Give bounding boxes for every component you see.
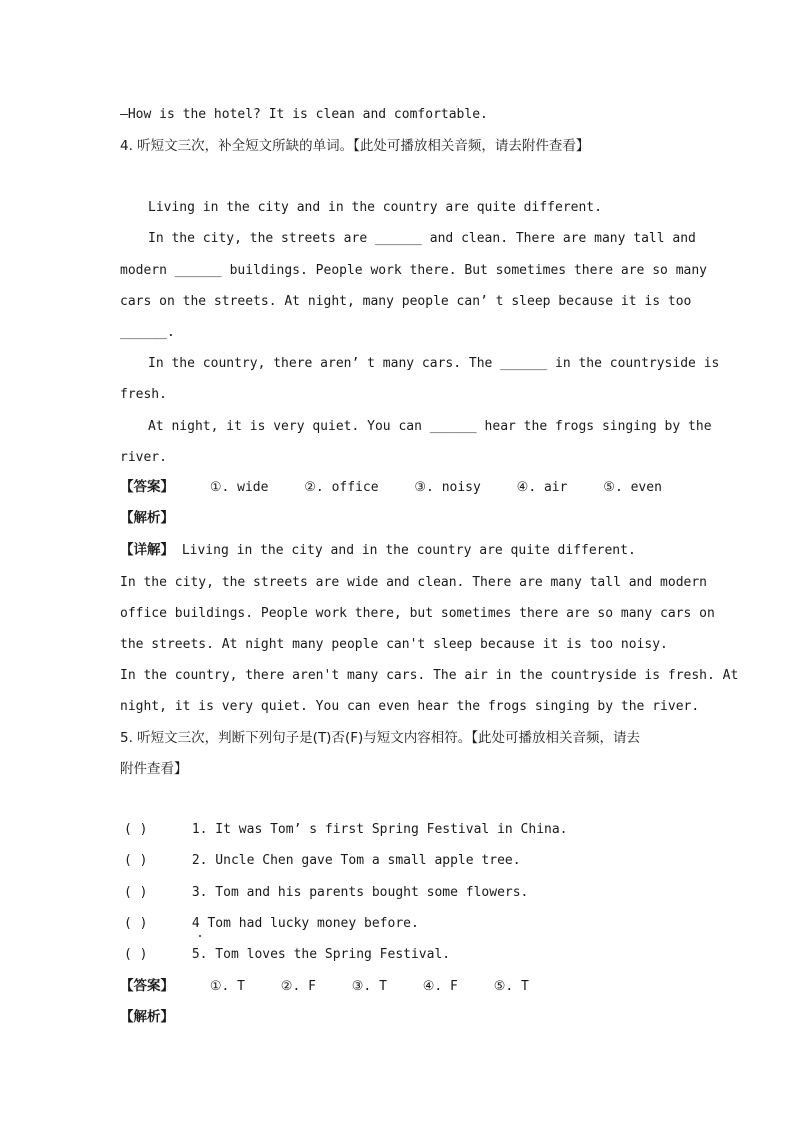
- q4-passage-line-1: Living in the city and in the country are quite different.: [148, 200, 602, 215]
- q5-answer-row: [120, 977, 675, 996]
- q4-passage-line-2: In the city, the streets are ______ and clean. There are many tall and: [148, 231, 696, 246]
- q5-answer-3: ③. T: [351, 979, 387, 994]
- answer-blank[interactable]: ( ): [124, 822, 148, 837]
- q4-detail-line-6: night, it is very quiet. You can even hear the frogs singing by the river.: [120, 699, 700, 714]
- q5-answer-label: 【答案】: [120, 978, 174, 994]
- q5-answer-4: ④. F: [422, 979, 458, 994]
- q4-passage-line-6: In the country, there aren’ t many cars. The ______ in the countryside is: [148, 356, 720, 371]
- q4-answer-3: ③. noisy: [414, 480, 481, 495]
- q4-detail-line-5: In the country, there aren't many cars. The air in the countryside is fresh. At: [120, 668, 739, 683]
- q5-item-3: ( ) 3. Tom and his parents bought some flowers.: [124, 885, 529, 900]
- q4-answer-5: ⑤. even: [603, 480, 662, 495]
- stray-dot: [199, 935, 201, 937]
- q5-title-line-2: 附件查看】: [120, 761, 188, 777]
- q4-detail-line-3: office buildings. People work there, but sometimes there are so many cars on: [120, 606, 715, 621]
- q4-answer-1: ①. wide: [209, 480, 269, 495]
- q4-answer-4: ④. air: [516, 480, 568, 495]
- q4-answer-row: [120, 478, 675, 497]
- q5-answer-5: ⑤. T: [493, 979, 529, 994]
- q4-title: 4. 听短文三次，补全短文所缺的单词。【此处可播放相关音频，请去附件查看】: [120, 138, 590, 154]
- answer-blank[interactable]: ( ): [124, 885, 148, 900]
- q5-item-4: ( ) 4 Tom had lucky money before.: [124, 916, 419, 931]
- q4-passage-line-5: ______.: [120, 325, 175, 340]
- q4-passage-line-8: At night, it is very quiet. You can ______ hear the frogs singing by the: [148, 419, 712, 434]
- answer-blank[interactable]: ( ): [124, 916, 148, 931]
- q4-detail-line-1: 【详解】 Living in the city and in the country are quite different.: [120, 542, 636, 558]
- q5-analysis-label: 【解析】: [120, 1009, 174, 1025]
- q4-passage-line-4: cars on the streets. At night, many people can’ t sleep because it is too: [120, 294, 692, 309]
- q4-detail-line-2: In the city, the streets are wide and clean. There are many tall and modern: [120, 575, 707, 590]
- q4-passage-line-7: fresh.: [120, 387, 167, 402]
- q5-answer-2: ②. F: [280, 979, 316, 994]
- q5-item-1: ( ) 1. It was Tom’ s first Spring Festival in China.: [124, 822, 568, 837]
- q4-passage-line-9: river.: [120, 450, 167, 465]
- q5-item-5: ( ) 5. Tom loves the Spring Festival.: [124, 947, 451, 962]
- q4-detail-line-4: the streets. At night many people can't sleep because it is too noisy.: [120, 637, 668, 652]
- answer-blank[interactable]: ( ): [124, 947, 148, 962]
- q4-answer-2: ②. office: [304, 480, 379, 495]
- answer-blank[interactable]: ( ): [124, 853, 148, 868]
- q4-passage-line-3: modern ______ buildings. People work there. But sometimes there are so many: [120, 263, 707, 278]
- q4-detail-label: 【详解】: [120, 542, 174, 558]
- q4-analysis-label: 【解析】: [120, 510, 174, 526]
- q5-item-2: ( ) 2. Uncle Chen gave Tom a small apple tree.: [124, 853, 521, 868]
- previous-answer-line: —How is the hotel? It is clean and comfortable.: [120, 107, 488, 122]
- q4-answer-label: 【答案】: [120, 479, 174, 495]
- q5-title-line-1: 5. 听短文三次，判断下列句子是(T)否(F)与短文内容相符。【此处可播放相关音频，请去: [120, 730, 640, 746]
- q5-answer-1: ①. T: [209, 979, 245, 994]
